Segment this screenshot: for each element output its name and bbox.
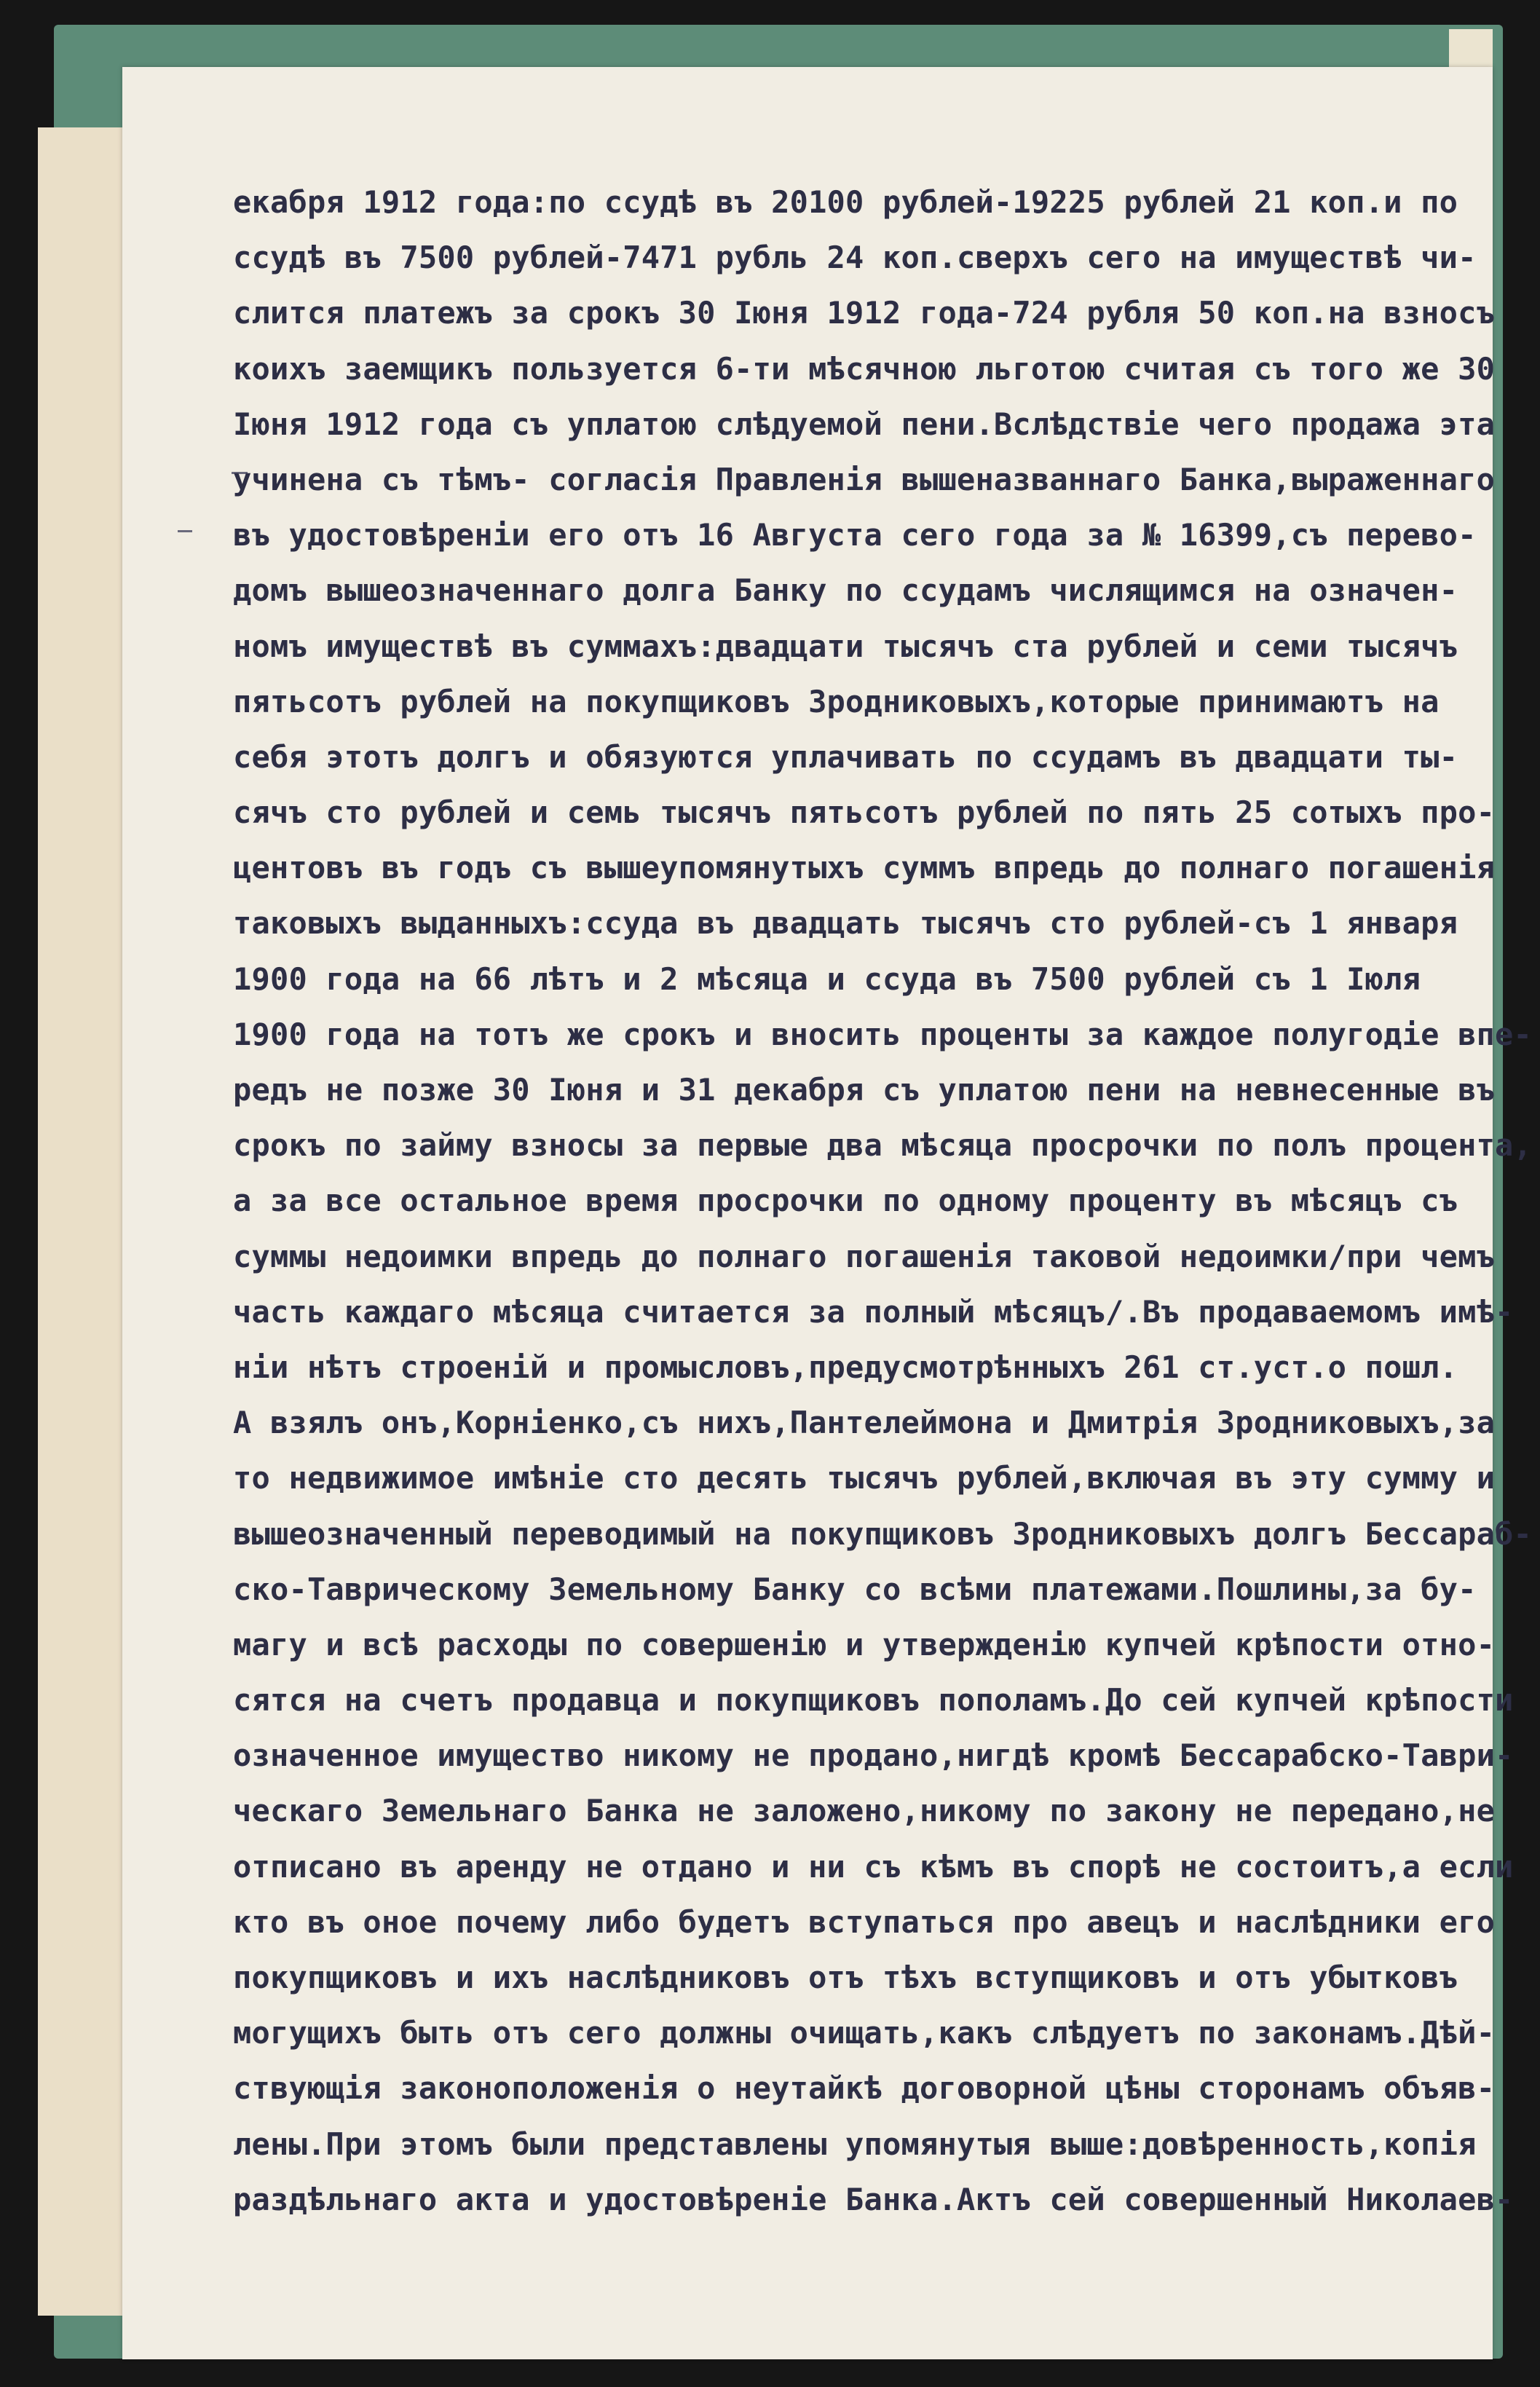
text-line: А взялъ онъ,Корніенко,съ нихъ,Пантелеймона и Дмитрія Зродниковыхъ,за [233, 1405, 1496, 1441]
text-line: 1900 года на тотъ же срокъ и вносить проценты за каждое полугодіе впе- [233, 1016, 1533, 1052]
text-line: магу и всѣ расходы по совершенію и утвержденію купчей крѣпости отно- [233, 1626, 1496, 1662]
text-line: центовъ въ годъ съ вышеупомянутыхъ суммъ впредь до полнаго погашенія [233, 850, 1496, 886]
text-line: срокъ по займу взносы за первые два мѣсяца просрочки по полъ процента, [233, 1127, 1533, 1164]
text-line: домъ вышеозначеннаго долга Банку по ссудамъ числящимся на означен- [233, 572, 1458, 609]
text-line: Іюня 1912 года съ уплатою слѣдуемой пени.Вслѣдствіе чего продажа эта [233, 406, 1496, 442]
document-text [233, 175, 1533, 2228]
text-line: ско-Таврическому Земельному Банку со всѣми платежами.Пошлины,за бу- [233, 1571, 1477, 1607]
text-line: коихъ заемщикъ пользуется 6-ти мѣсячною льготою считая съ того же 30 [233, 350, 1496, 387]
text-line: въ удостовѣреніи его отъ 16 Августа сего года за № 16399,съ перево- [233, 517, 1477, 553]
text-line: ствующія законоположенія о неутайкѣ договорной цѣны сторонамъ объяв- [233, 2070, 1496, 2107]
text-line: номъ имуществѣ въ суммахъ:двадцати тысячъ ста рублей и семи тысячъ [233, 628, 1458, 664]
underlying-paper-sheet [38, 127, 133, 2316]
text-line: отписано въ аренду не отдано и ни съ кѣмъ въ спорѣ не состоитъ,а если [233, 1848, 1514, 1885]
text-line: слится платежъ за срокъ 30 Іюня 1912 года-724 рубля 50 коп.на взносъ [233, 295, 1496, 331]
text-line: а за все остальное время просрочки по одному проценту въ мѣсяцъ съ [233, 1183, 1458, 1219]
text-line: сячъ сто рублей и семь тысячъ пятьсотъ рублей по пять 25 сотыхъ про- [233, 794, 1496, 831]
text-line: себя этотъ долгъ и обязуются уплачивать по ссудамъ въ двадцати ты- [233, 738, 1458, 775]
text-line: ніи нѣтъ строеній и промысловъ,предусмотрѣнныхъ 261 ст.уст.о пошл. [233, 1349, 1458, 1385]
text-line: екабря 1912 года:по ссудѣ въ 20100 рублей-19225 рублей 21 коп.и по [233, 184, 1458, 220]
text-line: кто въ оное почему либо будетъ вступаться про авецъ и наслѣдники его [233, 1903, 1496, 1940]
text-line: ссудѣ въ 7500 рублей-7471 рубль 24 коп.сверхъ сего на имуществѣ чи- [233, 240, 1477, 276]
text-line: таковыхъ выданныхъ:ссуда въ двадцать тысячъ сто рублей-съ 1 января [233, 905, 1458, 942]
text-line: пятьсотъ рублей на покупщиковъ Зродниковыхъ,которые принимаютъ на [233, 683, 1440, 719]
text-line: покупщиковъ и ихъ наслѣдниковъ отъ тѣхъ вступщиковъ и отъ убытковъ [233, 1960, 1458, 1995]
margin-mark [178, 530, 192, 532]
text-line: учинена съ тѣмъ- согласія Правленія вышеназваннаго Банка,выраженнаго [233, 461, 1496, 497]
text-line: могущихъ быть отъ сего должны очищать,какъ слѣдуетъ по законамъ.Дѣй- [233, 2015, 1496, 2051]
text-line: суммы недоимки впредь до полнаго погашенія таковой недоимки/при чемъ [233, 1238, 1496, 1274]
text-line: то недвижимое имѣніе сто десять тысячъ рублей,включая въ эту сумму и [233, 1460, 1496, 1496]
text-line: ческаго Земельнаго Банка не заложено,никому по закону не передано,не [233, 1793, 1496, 1829]
text-line: лены.При этомъ были представлены упомянутыя выше:довѣренность,копія [233, 2126, 1477, 2162]
text-line: сятся на счетъ продавца и покупщиковъ пополамъ.До сей купчей крѣпости [233, 1682, 1514, 1719]
text-line: 1900 года на 66 лѣтъ и 2 мѣсяца и ссуда въ 7500 рублей съ 1 Іюля [233, 960, 1421, 997]
text-line: вышеозначенный переводимый на покупщиковъ Зродниковыхъ долгъ Бессараб- [233, 1515, 1533, 1552]
text-line: раздѣльнаго акта и удостовѣреніе Банка.Актъ сей совершенный Николаев- [233, 2181, 1514, 2217]
text-line: означенное имущество никому не продано,нигдѣ кромѣ Бессарабско-Таври- [233, 1737, 1514, 1774]
text-line: редъ не позже 30 Іюня и 31 декабря съ уплатою пени на невнесенные въ [233, 1072, 1496, 1108]
text-line: часть каждаго мѣсяца считается за полный мѣсяцъ/.Въ продаваемомъ имѣ- [233, 1293, 1514, 1330]
